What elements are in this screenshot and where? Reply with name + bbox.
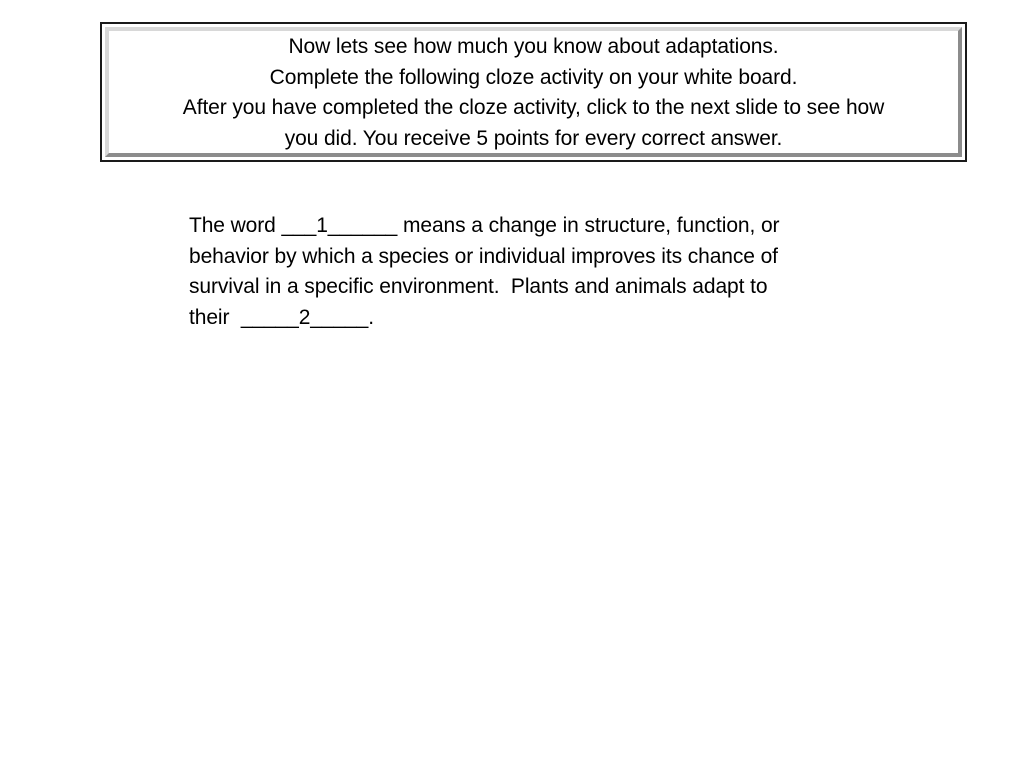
cloze-paragraph bbox=[189, 211, 889, 333]
cloze-line: their _____2_____. bbox=[189, 305, 374, 329]
instruction-text bbox=[112, 32, 955, 154]
cloze-line: behavior by which a species or individual improves its chance of bbox=[189, 244, 778, 268]
instruction-line: After you have completed the cloze activity, click to the next slide to see how bbox=[182, 96, 885, 119]
cloze-line: survival in a specific environment. Plants and animals adapt to bbox=[189, 275, 768, 298]
instruction-line: Complete the following cloze activity on your white board. bbox=[269, 65, 798, 89]
cloze-line: The word ___1______ means a change in structure, function, or bbox=[189, 214, 780, 237]
instruction-line: Now lets see how much you know about adaptations. bbox=[288, 35, 779, 58]
instruction-line: you did. You receive 5 points for every correct answer. bbox=[284, 126, 783, 150]
instruction-box bbox=[100, 22, 967, 162]
